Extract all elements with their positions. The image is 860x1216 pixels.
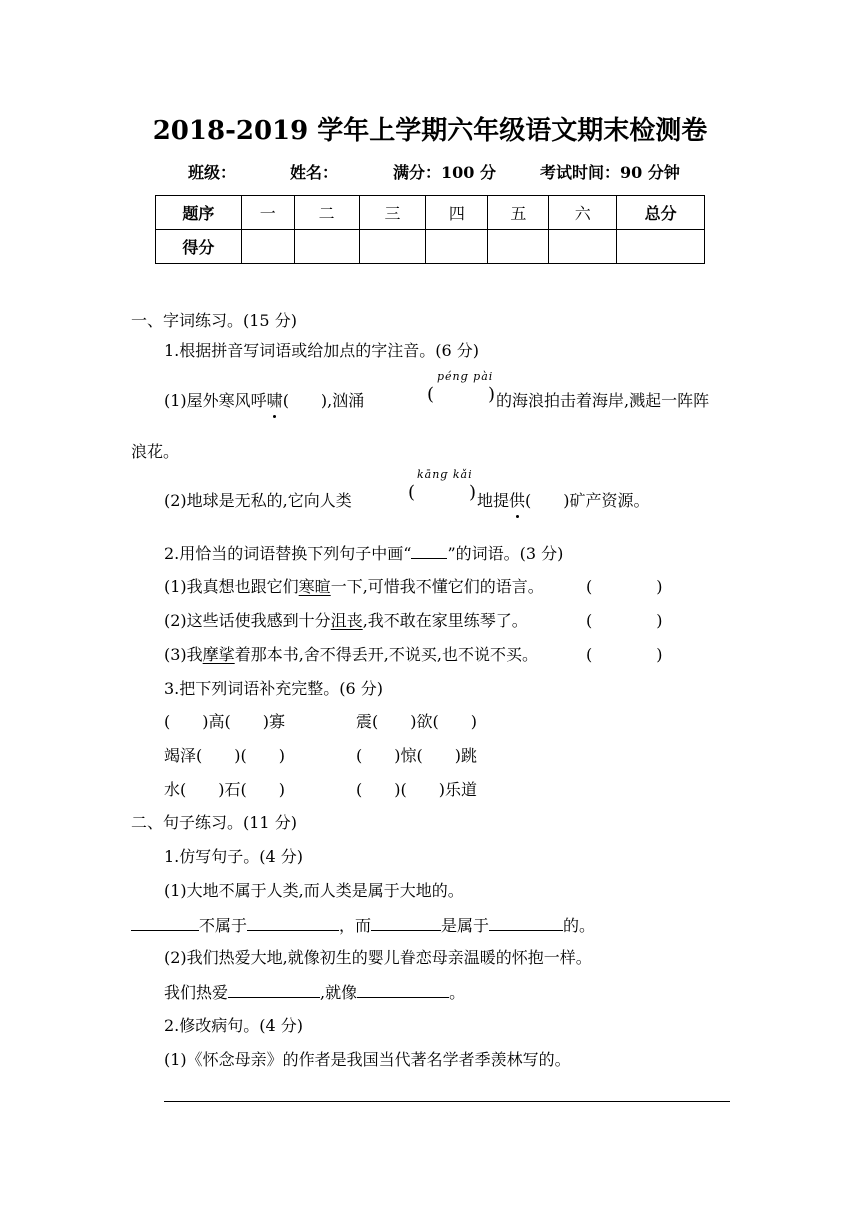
answer-paren[interactable]: ( ) <box>586 577 663 596</box>
exam-time: 考试时间：90 分钟 <box>540 163 680 182</box>
s1-q2-label <box>164 542 563 565</box>
s1-q2-item3 <box>164 644 538 666</box>
s2-q1-item2: (2)我们热爱大地,就像初生的婴儿眷恋母亲温暖的怀抱一样。 <box>164 948 592 967</box>
s1-q1-item1-pinyin: pénɡ pài <box>437 370 494 383</box>
score-header-cell: 二 <box>294 196 359 230</box>
fill-blank[interactable] <box>247 914 339 931</box>
s1-q2-item1-b: 一下,可惜我不懂它们的语言。 <box>330 577 544 596</box>
idiom-fill[interactable]: 竭泽( )( ) <box>164 746 285 765</box>
dotted-char: 啸 <box>266 391 283 410</box>
underlined-word: 沮丧 <box>330 611 363 630</box>
s1-q1-item2-a: (2)地球是无私的,它向人类 <box>164 491 352 510</box>
fill-blank[interactable] <box>371 914 441 931</box>
s1-q1-item1-a: (1)屋外寒风呼 <box>164 391 267 410</box>
exam-page: 2018-2019 学年上学期六年级语文期末检测卷 班级： 姓名： 满分：100 分 考试时间：90 分钟 题序 一 二 三 四 五 六 总分 得分 一、字词练习。(15 分) 1.根据拼音写词语或给加点的字注音。(6 分) pénɡ pài ( ) (1)屋外寒风呼啸( ),汹涌 的海浪拍击着海岸,溅起一阵阵 浪花。 kānɡ kǎi ( ) (2)地球是无私的,它向人类 地提供( )矿产资源。 2.用恰当的词语替换下列句子中画“ ”的词语。(3 分) (1)我真想也跟它们寒暄一下,可惜我不懂它们的语言。 ( ) (2)这些话使我感到十分沮丧,我不敢在家里练琴了。 ( ) (3)我摩挲着那本书,舍不得丢开,不说买,也不说不买。 ( ) 3.把下列词语补充完整。(6 分) ( )高( )寡 震( )欲( ) 竭泽( )( ) ( )惊( )跳 水( )石( ) ( )( )乐道 二、句子练习。(11 分) 1.仿写句子。(4 分) (1)大地不属于人类,而人类是属于大地的。 不属于 ，而 是属于 的。 (2)我们热爱大地,就像初生的婴儿眷恋母亲温暖的怀抱一样。 我们热爱 ,就像 。 2.修改病句。(4 分) (1)《怀念母亲》的作者是我国当代著名学者季羡林写的。 <box>0 0 860 1216</box>
score-header-cell: 题序 <box>156 196 242 230</box>
answer-line[interactable] <box>164 1101 730 1102</box>
s1-q2-item2 <box>164 610 528 632</box>
score-header-cell: 四 <box>426 196 488 230</box>
score-input-cell[interactable] <box>294 230 359 264</box>
s1-q1-label: 1.根据拼音写词语或给加点的字注音。(6 分) <box>164 341 480 360</box>
s1-q2-item1 <box>164 576 544 598</box>
score-input-cell[interactable] <box>488 230 549 264</box>
fill2-a: 我们热爱 <box>164 983 229 1002</box>
fill1-c: 是属于 <box>441 916 490 935</box>
page-title: 2018-2019 学年上学期六年级语文期末检测卷 <box>152 116 708 146</box>
score-header-cell: 五 <box>488 196 549 230</box>
score-row-label: 得分 <box>156 230 242 264</box>
fill2-b: ,就像 <box>320 983 358 1002</box>
score-input-cell[interactable] <box>549 230 617 264</box>
fill-blank[interactable] <box>489 914 563 931</box>
s1-q2-label-a: 2.用恰当的词语替换下列句子中画“ <box>164 544 412 563</box>
fill1-a: 不属于 <box>199 916 248 935</box>
fill-blank[interactable] <box>357 981 449 998</box>
s1-q1-item1-c: 的海浪拍击着海岸,溅起一阵阵 <box>496 391 710 410</box>
underline-sample <box>411 542 447 559</box>
section1-heading: 一、字词练习。(15 分) <box>131 311 297 330</box>
s1-q1-item1-b: ( ),汹涌 <box>282 391 365 410</box>
score-header-cell: 一 <box>241 196 294 230</box>
s2-q1-label: 1.仿写句子。(4 分) <box>164 847 304 866</box>
score-table <box>155 195 705 264</box>
idiom-fill[interactable]: ( )惊( )跳 <box>356 746 477 765</box>
s2-q2-label: 2.修改病句。(4 分) <box>164 1016 304 1035</box>
fill1-d: 的。 <box>563 916 596 935</box>
fill2-c: 。 <box>449 983 466 1002</box>
s2-q1-item1: (1)大地不属于人类,而人类是属于大地的。 <box>164 881 464 900</box>
full-score: 满分：100 分 <box>393 163 496 182</box>
s1-q3-label: 3.把下列词语补充完整。(6 分) <box>164 679 384 698</box>
score-header-cell: 六 <box>549 196 617 230</box>
s1-q1-item2-c: ( )矿产资源。 <box>525 491 650 510</box>
s1-q2-label-b: ”的词语。(3 分) <box>447 544 564 563</box>
idiom-fill[interactable]: ( )( )乐道 <box>356 780 477 799</box>
underlined-word: 摩挲 <box>202 645 235 664</box>
class-label: 班级： <box>188 163 237 182</box>
idiom-fill[interactable]: ( )高( )寡 <box>164 712 285 731</box>
fill1-b: ，而 <box>339 916 372 935</box>
score-input-cell[interactable] <box>426 230 488 264</box>
s1-q1-item1-cont: 浪花。 <box>131 442 180 461</box>
answer-paren[interactable]: ( ) <box>586 611 663 630</box>
name-label: 姓名： <box>290 163 339 182</box>
score-table-header-row <box>156 196 705 230</box>
s1-q1-item1 <box>164 390 364 412</box>
score-table-score-row <box>156 230 705 264</box>
underlined-word: 寒暄 <box>298 577 331 596</box>
score-header-cell: 三 <box>359 196 426 230</box>
s1-q2-item2-a: (2)这些话使我感到十分 <box>164 611 331 630</box>
s1-q1-item2-rest <box>477 490 650 512</box>
fill-blank[interactable] <box>131 914 199 931</box>
answer-paren[interactable]: ( ) <box>586 645 663 664</box>
fill-blank[interactable] <box>228 981 320 998</box>
s1-q2-item1-a: (1)我真想也跟它们 <box>164 577 299 596</box>
section2-heading: 二、句子练习。(11 分) <box>131 813 297 832</box>
score-input-cell[interactable] <box>241 230 294 264</box>
idiom-fill[interactable]: 水( )石( ) <box>164 780 285 799</box>
s1-q2-item3-b: 着那本书,舍不得丢开,不说买,也不说不买。 <box>234 645 538 664</box>
s1-q2-item2-b: ,我不敢在家里练琴了。 <box>362 611 528 630</box>
idiom-fill[interactable]: 震( )欲( ) <box>356 712 477 731</box>
s1-q2-item3-a: (3)我 <box>164 645 203 664</box>
s2-q2-item1: (1)《怀念母亲》的作者是我国当代著名学者季羡林写的。 <box>164 1050 571 1069</box>
dotted-char: 供 <box>509 491 526 510</box>
score-input-cell[interactable] <box>359 230 426 264</box>
s2-q1-fill2 <box>164 981 465 1004</box>
s2-q1-fill1 <box>131 914 595 937</box>
s1-q1-item2-b: 地提 <box>477 491 510 510</box>
score-input-cell[interactable] <box>617 230 705 264</box>
score-header-cell: 总分 <box>617 196 705 230</box>
s1-q1-item2-pinyin: kānɡ kǎi <box>417 468 473 481</box>
